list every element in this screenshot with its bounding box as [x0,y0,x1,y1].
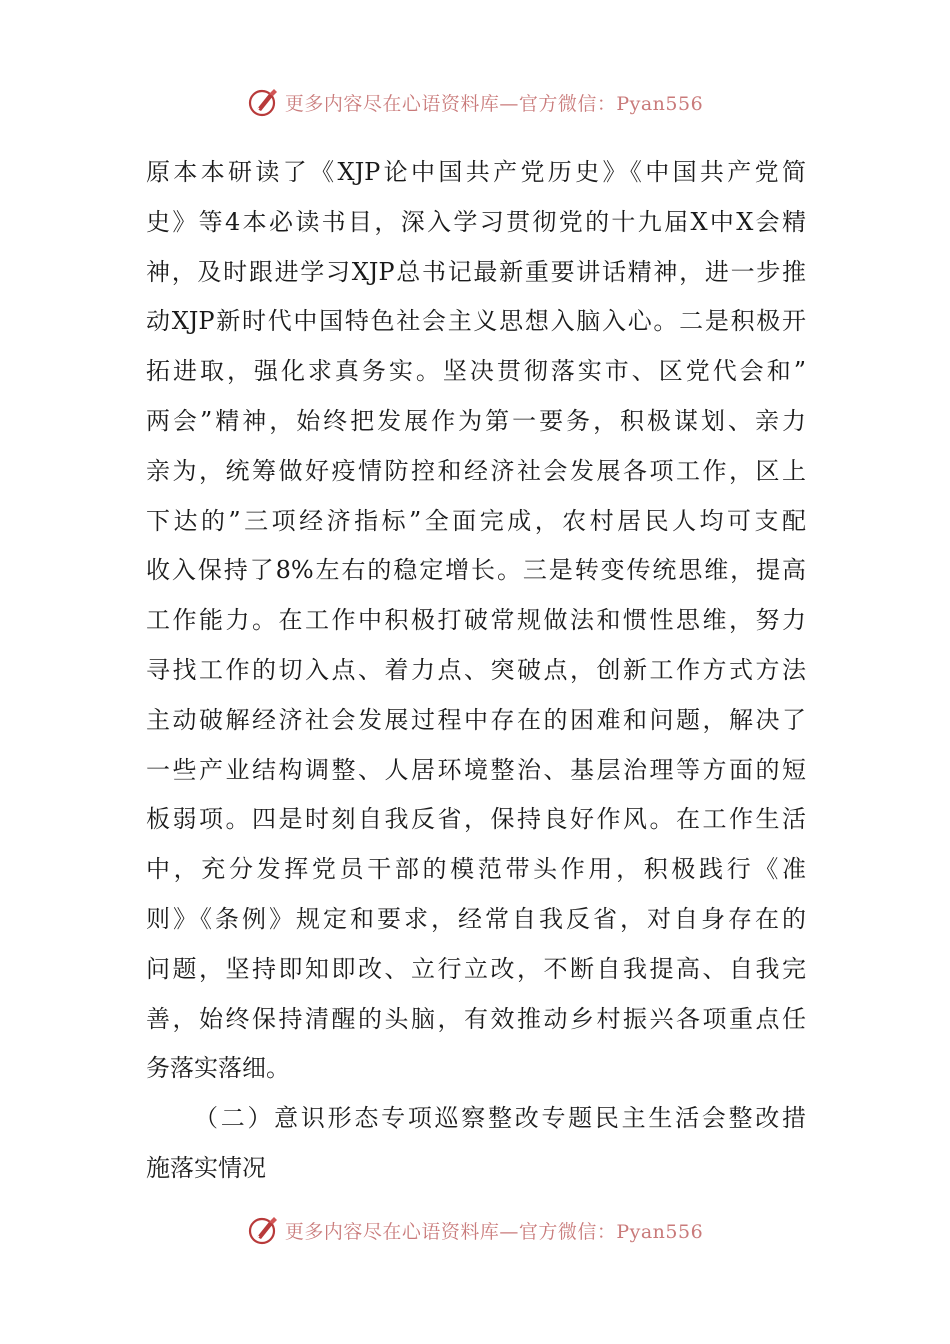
body-line-13: 一些产业结构调整、人居环境整治、基层治理等方面的短 [146,755,806,784]
section-heading-line-2: 施落实情况 [146,1153,266,1182]
body-line-1: 原本本研读了《XJP论中国共产党历史》《中国共产党简 [146,158,806,186]
body-line-9: 收入保持了8%左右的稳定增长。三是转变传统思维，提高 [146,556,806,585]
section-heading-line-1: （二）意识形态专项巡察整改专题民主生活会整改措 [194,1104,806,1133]
body-line-3: 神，及时跟进学习XJP总书记最新重要讲话精神，进一步推 [146,257,806,286]
body-line-10: 工作能力。在工作中积极打破常规做法和惯性思维，努力 [146,606,806,635]
body-line-6: 两会”精神，始终把发展作为第一要务，积极谋划、亲力 [146,406,806,435]
body-line-8: 下达的”三项经济指标”全面完成，农村居民人均可支配 [146,506,806,535]
body-line-18: 善，始终保持清醒的头脑，有效推动乡村振兴各项重点任 [146,1004,806,1033]
body-line-16: 则》《条例》规定和要求，经常自我反省，对自身存在的 [146,904,806,933]
footer-banner [0,1210,950,1250]
body-line-15: 中，充分发挥党员干部的模范带头作用，积极践行《准 [146,855,806,884]
body-line-12: 主动破解经济社会发展过程中存在的困难和问题，解决了 [146,705,806,734]
body-line-17: 问题，坚持即知即改、立行立改，不断自我提高、自我完 [146,954,806,983]
body-line-11: 寻找工作的切入点、着力点、突破点，创新工作方式方法 [146,655,806,684]
document-body [146,148,806,1194]
body-line-4: 动XJP新时代中国特色社会主义思想入脑入心。二是积极开 [146,307,806,336]
body-line-19: 务落实落细。 [146,1054,290,1083]
pen-nib-logo-icon [247,85,281,119]
header-banner [0,82,950,122]
banner-text: 更多内容尽在心语资料库—官方微信：Pyan556 [284,92,704,115]
body-line-2: 史》等4本必读书目，深入学习贯彻党的十九届X中X会精 [146,207,806,236]
banner-text: 更多内容尽在心语资料库—官方微信：Pyan556 [284,1220,704,1243]
body-line-14: 板弱项。四是时刻自我反省，保持良好作风。在工作生活 [146,805,806,834]
body-line-7: 亲为，统筹做好疫情防控和经济社会发展各项工作，区上 [146,456,806,485]
body-line-5: 拓进取，强化求真务实。坚决贯彻落实市、区党代会和” [146,357,806,386]
pen-nib-logo-icon [247,1213,281,1247]
